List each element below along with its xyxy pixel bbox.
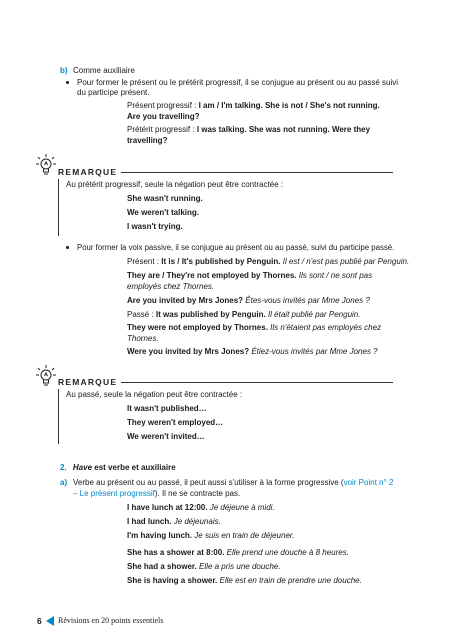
remark2-side-rule bbox=[58, 389, 59, 444]
passive-past-label: Passé : bbox=[127, 310, 154, 319]
prog-past-example: I was talking. She was not running. Were they bbox=[196, 125, 371, 134]
passive-past-3-fr: Étiez-vous invités par Mme Jones ? bbox=[251, 347, 378, 356]
passive-past-2-fr-cont: Thornes. bbox=[127, 334, 159, 343]
remark2-example-2: They weren't employed… bbox=[127, 418, 224, 427]
remark1-example-2: We weren't talking. bbox=[127, 208, 199, 217]
bullet1-line1: Pour former le présent ou le prétérit progressif, il se conjugue au présent ou au passé suivi bbox=[77, 78, 399, 87]
passive-past-1 bbox=[127, 310, 360, 320]
remark2-text: Au passé, seule la négation peut être contractée : bbox=[66, 390, 243, 399]
triangle-left-icon bbox=[46, 616, 55, 626]
prog-past-line1 bbox=[127, 125, 370, 135]
remark1-side-rule bbox=[58, 179, 59, 236]
prog-past-line2: travelling? bbox=[127, 136, 168, 145]
remark1-text: Au prétérit progressif, seule la négation peut être contractée : bbox=[66, 180, 284, 189]
remark2-example-3: We weren't invited… bbox=[127, 432, 205, 441]
remark2-example-1: It wasn't published… bbox=[127, 404, 207, 413]
passive-present-2-fr-cont: employés chez Thornes. bbox=[127, 282, 215, 291]
section2-title-have: Have bbox=[72, 463, 93, 472]
cross-reference-link-cont[interactable]: – Le présent progressif bbox=[73, 489, 155, 498]
section2-a-text: Verbe au présent ou au passé, il peut aussi s'utiliser à la forme progressive ( bbox=[73, 478, 344, 487]
passive-present-3 bbox=[127, 296, 370, 306]
bullet1-line2: du participe présent. bbox=[77, 88, 150, 97]
prog-present-line1 bbox=[127, 101, 380, 111]
passive-present-label: Présent : bbox=[127, 257, 160, 266]
passive-present-1-en: It is / It's published by Penguin. bbox=[161, 257, 281, 266]
have-example-2-fr: Je déjeunais. bbox=[173, 517, 221, 526]
remark1-example-3: I wasn't trying. bbox=[127, 222, 183, 231]
passive-present-2 bbox=[127, 271, 372, 281]
remark1-rule bbox=[121, 172, 393, 173]
prog-present-line2: Are you travelling? bbox=[127, 112, 200, 121]
have-example-6-fr: Elle est en train de prendre une douche. bbox=[219, 576, 362, 585]
section2-title-rest: est verbe et auxiliaire bbox=[94, 463, 176, 472]
section2-a-line1 bbox=[73, 478, 393, 488]
have-example-6 bbox=[127, 576, 362, 586]
have-example-3 bbox=[127, 531, 294, 541]
prog-present-example: I am / I'm talking. She is not / She's not running. bbox=[198, 101, 380, 110]
have-example-3-en: I'm having lunch. bbox=[127, 531, 193, 540]
section2-a-label: a) bbox=[60, 478, 68, 487]
passive-past-2 bbox=[127, 323, 381, 333]
have-example-1-en: I have lunch at 12:00. bbox=[127, 503, 208, 512]
passive-past-1-en: It was published by Penguin. bbox=[155, 310, 266, 319]
section-b-title: Comme auxiliaire bbox=[73, 66, 135, 75]
remark2-rule bbox=[121, 382, 393, 383]
passive-present-1 bbox=[127, 257, 409, 267]
passive-past-2-fr: Ils n'étaient pas employés chez bbox=[270, 323, 382, 332]
cross-reference-link[interactable]: voir Point n° 2 bbox=[343, 478, 394, 487]
section2-heading bbox=[60, 463, 176, 473]
have-example-6-en: She is having a shower. bbox=[127, 576, 218, 585]
remark1-title: REMARQUE bbox=[58, 167, 118, 177]
have-example-1-fr: Je déjeune à midi. bbox=[209, 503, 275, 512]
passive-past-2-en: They were not employed by Thornes. bbox=[127, 323, 268, 332]
passive-present-2-en: They are / They're not employed by Thornes. bbox=[127, 271, 297, 280]
page-number: 6 bbox=[37, 616, 42, 626]
lightbulb-icon bbox=[35, 363, 57, 389]
lightbulb-icon bbox=[35, 152, 57, 178]
section2-number: 2. bbox=[60, 463, 67, 472]
have-example-4-fr: Elle prend une douche à 8 heures. bbox=[226, 548, 349, 557]
section2-a-text-end: ). Il ne se contracte pas. bbox=[154, 489, 241, 498]
section2-a-line2 bbox=[73, 489, 240, 499]
have-example-4 bbox=[127, 548, 349, 558]
bullet2-text: Pour former la voix passive, il se conjugue au présent ou au passé, suivi du participe passé. bbox=[77, 243, 395, 252]
passive-past-3 bbox=[127, 347, 378, 357]
passive-present-3-en: Are you invited by Mrs Jones? bbox=[127, 296, 244, 305]
have-example-5 bbox=[127, 562, 280, 572]
have-example-5-fr: Elle a pris une douche. bbox=[199, 562, 281, 571]
section-b-label: b) bbox=[60, 66, 68, 75]
passive-past-3-en: Were you invited by Mrs Jones? bbox=[127, 347, 250, 356]
have-example-2-en: I had lunch. bbox=[127, 517, 172, 526]
have-example-3-fr: Je suis en train de déjeuner. bbox=[194, 531, 295, 540]
have-example-4-en: She has a shower at 8:00. bbox=[127, 548, 225, 557]
have-example-2 bbox=[127, 517, 221, 527]
passive-present-2-fr: Ils sont / ne sont pas bbox=[298, 271, 373, 280]
footer-book-title: Révisions en 20 points essentiels bbox=[58, 616, 164, 625]
prog-past-label: Prétérit progressif : bbox=[127, 125, 195, 134]
have-example-5-en: She had a shower. bbox=[127, 562, 197, 571]
passive-past-1-fr: Il était publié par Penguin. bbox=[267, 310, 361, 319]
prog-present-label: Présent progressif : bbox=[127, 101, 197, 110]
remark1-example-1: She wasn't running. bbox=[127, 194, 203, 203]
passive-present-1-fr: Il est / n'est pas publié par Penguin. bbox=[282, 257, 410, 266]
bullet-dot bbox=[66, 81, 69, 84]
remark2-title: REMARQUE bbox=[58, 377, 118, 387]
have-example-1 bbox=[127, 503, 275, 513]
bullet-dot bbox=[66, 246, 69, 249]
passive-present-3-fr: Êtes-vous invités par Mme Jones ? bbox=[245, 296, 370, 305]
